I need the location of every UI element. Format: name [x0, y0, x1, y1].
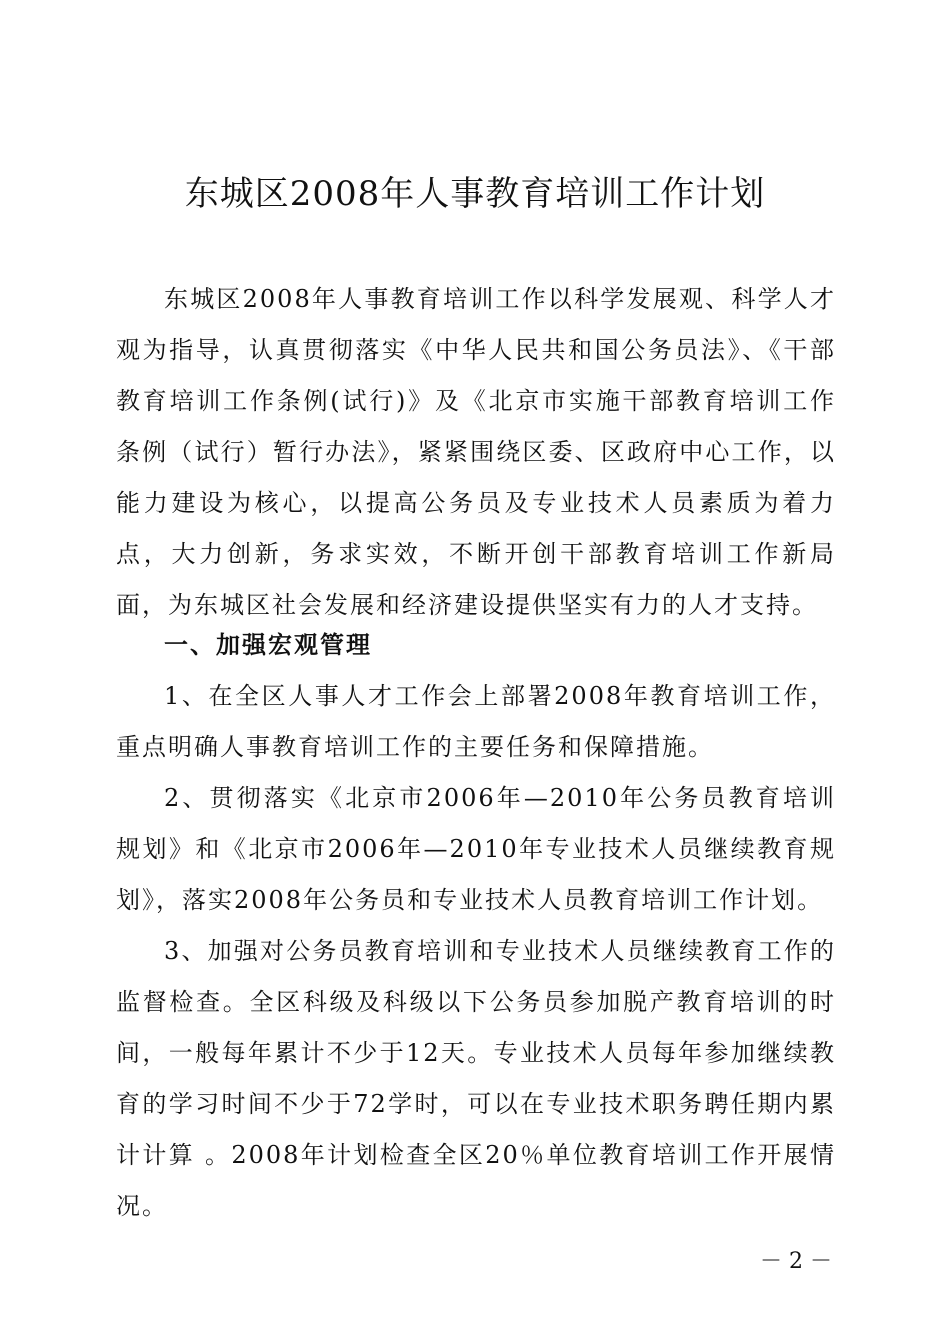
page-number: － 2 －	[760, 1249, 832, 1274]
section-heading: 一、加强宏观管理	[164, 631, 372, 659]
list-item-2: 2、贯彻落实《北京市2006年—2010年公务员教育培训规划》和《北京市2006年—2010年专业技术人员继续教育规划》，落实2008年公务员和专业技术人员教育培训工作计划。	[116, 784, 836, 914]
document-title: 东城区2008年人事教育培训工作计划	[184, 174, 766, 214]
list-item-1: 1、在全区人事人才工作会上部署2008年教育培训工作，重点明确人事教育培训工作的主要任务和保障措施。	[116, 682, 836, 761]
list-item-3: 3、加强对公务员教育培训和专业技术人员继续教育工作的监督检查。全区科级及科级以下公务员参加脱产教育培训的时间，一般每年累计不少于12天。专业技术人员每年参加继续教育的学习时间不少于72学时，可以在专业技术职务聘任期内累计计算 。2008年计划检查全区20％单位教育培训工作开展情况。	[116, 937, 836, 1220]
intro-paragraph: 东城区2008年人事教育培训工作以科学发展观、科学人才观为指导，认真贯彻落实《中华人民共和国公务员法》、《干部教育培训工作条例(试行)》及《北京市实施干部教育培训工作条例（试行）暂行办法》，紧紧围绕区委、区政府中心工作，以能力建设为核心，以提高公务员及专业技术人员素质为着力点，大力创新，务求实效，不断开创干部教育培训工作新局面，为东城区社会发展和经济建设提供坚实有力的人才支持。	[116, 285, 836, 619]
